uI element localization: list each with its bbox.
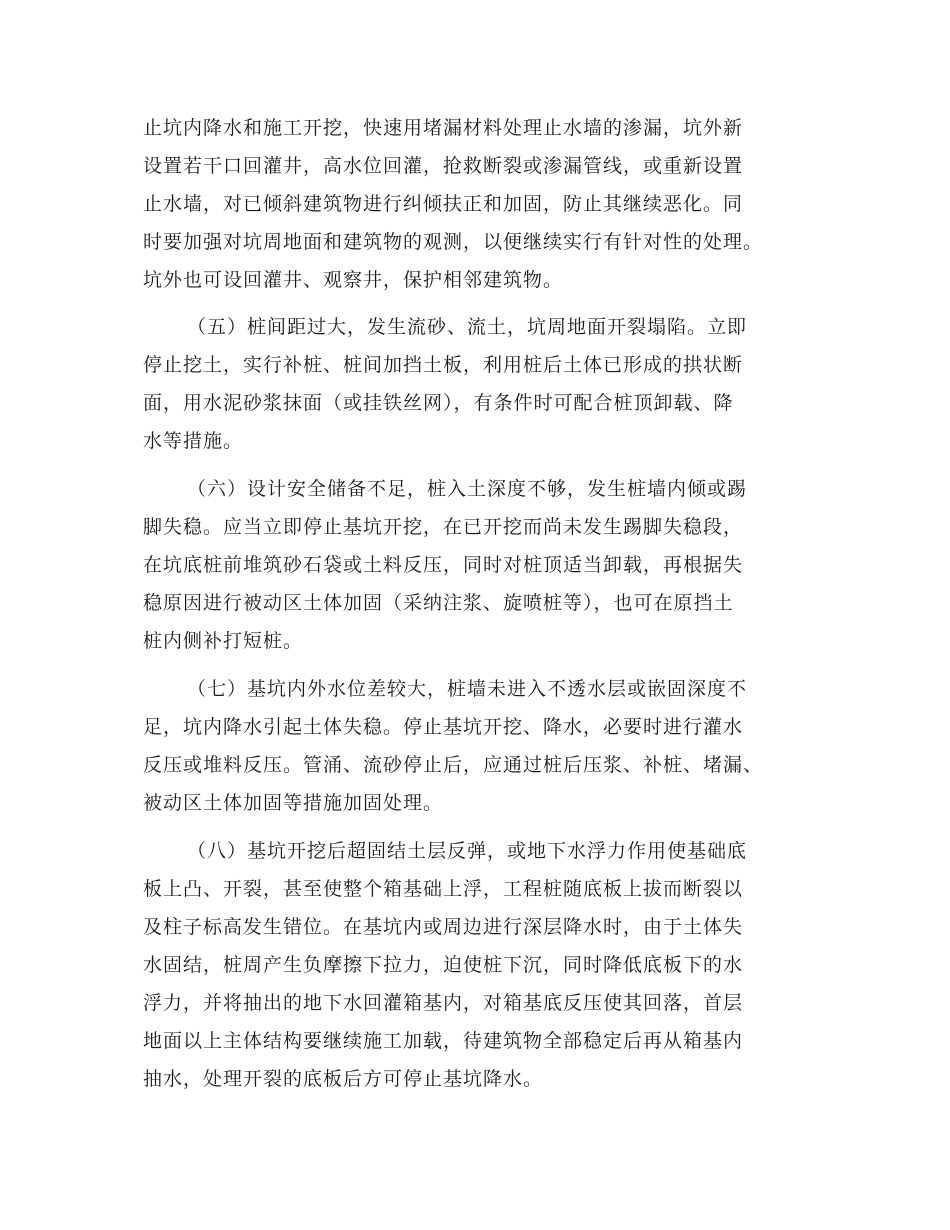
text-line: （八）基坑开挖后超固结土层反弹，或地下水浮力作用使基础底 xyxy=(187,840,748,862)
paragraph-7 xyxy=(143,670,813,822)
text-line: 坑外也可设回灌井、观察井，保护相邻建筑物。 xyxy=(143,269,564,291)
text-line: 设置若干口回灌井，高水位回灌，抢救断裂或渗漏管线，或重新设置 xyxy=(143,155,744,177)
text-line: 足，坑内降水引起土体失稳。停止基坑开挖、降水，必要时进行灌水 xyxy=(143,716,744,738)
paragraph-5 xyxy=(143,308,813,460)
text-line: 反压或堆料反压。管涌、流砂停止后，应通过桩后压浆、补桩、堵漏、 xyxy=(143,754,764,776)
text-line: 水固结，桩周产生负摩擦下拉力，迫使桩下沉，同时降低底板下的水 xyxy=(143,954,744,976)
paragraph-8 xyxy=(143,832,813,1098)
text-line: 止水墙，对已倾斜建筑物进行纠倾扶正和加固，防止其继续恶化。同 xyxy=(143,193,744,215)
text-line: （七）基坑内外水位差较大，桩墙未进入不透水层或嵌固深度不 xyxy=(187,678,748,700)
text-line: 止坑内降水和施工开挖，快速用堵漏材料处理止水墙的渗漏，坑外新 xyxy=(143,117,744,139)
text-line: 脚失稳。应当立即停止基坑开挖，在已开挖而尚未发生踢脚失稳段， xyxy=(143,516,744,538)
text-line: （五）桩间距过大，发生流砂、流土，坑周地面开裂塌陷。立即 xyxy=(187,316,748,338)
text-line: 稳原因进行被动区土体加固（采纳注浆、旋喷桩等），也可在原挡土 xyxy=(143,592,734,614)
paragraph-continued xyxy=(143,109,813,299)
text-line: 被动区土体加固等措施加固处理。 xyxy=(143,792,444,814)
text-line: 浮力，并将抽出的地下水回灌箱基内，对箱基底反压使其回落，首层 xyxy=(143,992,744,1014)
text-line: 桩内侧补打短桩。 xyxy=(143,630,304,652)
text-line: （六）设计安全储备不足，桩入土深度不够，发生桩墙内倾或踢 xyxy=(187,478,748,500)
paragraph-6 xyxy=(143,470,813,660)
text-line: 地面以上主体结构要继续施工加载，待建筑物全部稳定后再从箱基内 xyxy=(143,1030,744,1052)
text-line: 面，用水泥砂浆抹面（或挂铁丝网），有条件时可配合桩顶卸载、降 xyxy=(143,392,734,414)
text-line: 水等措施。 xyxy=(143,430,244,452)
text-line: 时要加强对坑周地面和建筑物的观测，以便继续实行有针对性的处理。 xyxy=(143,231,764,253)
text-line: 在坑底桩前堆筑砂石袋或土料反压，同时对桩顶适当卸载，再根据失 xyxy=(143,554,744,576)
text-line: 及柱子标高发生错位。在基坑内或周边进行深层降水时，由于土体失 xyxy=(143,916,744,938)
text-line: 板上凸、开裂，甚至使整个箱基础上浮，工程桩随底板上拔而断裂以 xyxy=(143,878,744,900)
text-line: 抽水，处理开裂的底板后方可停止基坑降水。 xyxy=(143,1068,544,1090)
text-line: 停止挖土，实行补桩、桩间加挡土板，利用桩后土体已形成的拱状断 xyxy=(143,354,744,376)
